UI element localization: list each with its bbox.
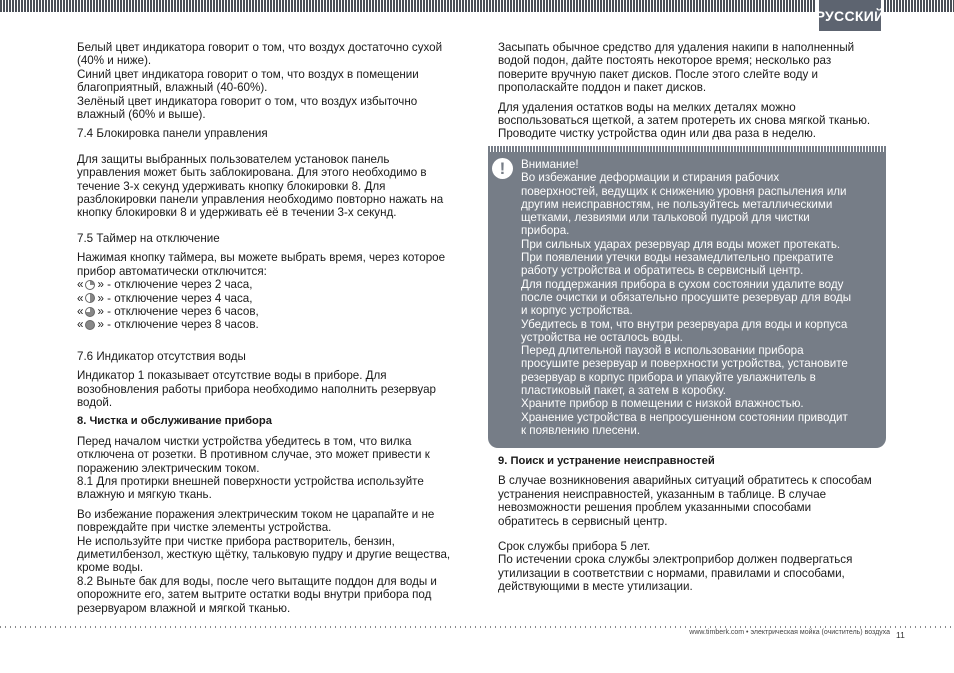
- cleaning-paragraph-1: Перед началом чистки устройства убедитесь в том, что вилка отключена от розетки. В противном случае, это может привести к поражению электрическим током.: [77, 434, 430, 475]
- timer-item-6h: « » - отключение через 6 часов,: [77, 304, 259, 318]
- cleaning-paragraph-2: 8.1 Для протирки внешней поверхности устройства используйте влажную и мягкую ткань.: [77, 474, 424, 502]
- timer-section-text: Нажимая кнопку таймера, вы можете выбрать время, через которое прибор автоматически отключится:: [77, 251, 446, 278]
- warning-box-pattern: [488, 146, 886, 152]
- warning-box: [488, 146, 886, 448]
- timer-6h-icon: [85, 307, 95, 317]
- footer-divider: [0, 626, 954, 628]
- disposal-text: По истечении срока службы электроприбор должен подвергаться утилизации в соответствии с нормами, правилами и способами, действующими в месте утилизации.: [498, 553, 853, 594]
- right-column: [498, 41, 890, 141]
- timer-4h-icon: [85, 293, 95, 303]
- exclamation-icon: !: [492, 158, 513, 179]
- timer-item-2h: « » - отключение через 2 часа,: [77, 278, 253, 292]
- timer-item-4h: « » - отключение через 4 часа,: [77, 291, 253, 305]
- timer-2h-icon: [85, 280, 95, 290]
- cleaning-heading: 8. Чистка и обслуживание прибора: [77, 415, 272, 428]
- lock-section-title: 7.4 Блокировка панели управления: [77, 127, 268, 141]
- right-column-lower: [498, 455, 890, 594]
- descaling-text: Засыпать обычное средство для удаления накипи в наполненный водой подон, дайте постоять некоторое время; несколько раз поверите вручную пакет дисков. После этого слейте воду и прополаскайте поддон и пакет дисков.: [498, 41, 855, 95]
- header-pattern-right: [884, 0, 954, 12]
- timer-8h-icon: [85, 320, 95, 330]
- indicator-green-text: Зелёный цвет индикатора говорит о том, что воздух избыточно влажный (60% и выше).: [77, 94, 418, 122]
- lock-section-text: Для защиты выбранных пользователем установок панель управления может быть заблокирована. Для этого необходимо в течение 3-х секунд удерживать кнопку блокировки 8. Для разблокировки панели управления необходимо повторно нажать на кнопку блокировки 8 и удерживать её в течении 3-х секунд.: [77, 152, 444, 220]
- indicator-blue-text: Синий цвет индикатора говорит о том, что воздух в помещении благоприятный, влажный (40-60%).: [77, 67, 419, 95]
- timer-item-8h: « » - отключение через 8 часов.: [77, 318, 259, 332]
- cleaning-paragraph-5: 8.2 Выньте бак для воды, после чего вытащите поддон для воды и опорожните его, затем вытрите остатки воды внутри прибора под резервуаром влажной и мягкой тканью.: [77, 574, 437, 615]
- left-column: [77, 41, 472, 615]
- header-pattern-left: [0, 0, 815, 12]
- water-section-text: Индикатор 1 показывает отсутствие воды в приборе. Для возобновления работы прибора необходимо наполнить резервуар водой.: [77, 369, 436, 409]
- footer-text: www.timberk.com • электрическая мойка (очиститель) воздуха: [689, 629, 890, 636]
- language-tab: РУССКИЙ: [819, 0, 881, 31]
- indicator-white-text: Белый цвет индикатора говорит о том, что воздух достаточно сухой (40% и ниже).: [77, 41, 443, 68]
- warning-text: Внимание! Во избежание деформации и стирания рабочих поверхностей, ведущих к снижению уровня распыления или другим неисправностям, не пользуйтесь металлическими щетками, лезвиями или тальковой пудрой для чистки прибора. При сильных ударах резервуар для воды может протекать. При появлении утечки воды незамедлительно прекратите работу устройства и обратитесь в сервисный центр. Для поддержания прибора в сухом состоянии удалите воду после очистки и обязательно просушите резервуар для воды и корпус устройства. Убедитесь в том, что внутри резервуара для воды и корпуса устройства не осталось воды. Перед длительной паузой в использовании прибора просушите резервуар и поверхности устройства, установите резервуар в корпус прибора и упакуйте увлажнитель в пластиковый пакет, а затем в коробку. Храните прибор в помещении с низкой влажностью. Хранение устройства в непросушенном состоянии приводит к появлению плесени.: [521, 158, 852, 437]
- cleaning-paragraph-4: Не используйте при чистке прибора растворитель, бензин, диметилбензол, жесткую щётку, тальковую пудру и другие вещества, кроме воды.: [77, 534, 451, 575]
- troubleshooting-heading: 9. Поиск и устранение неисправностей: [498, 455, 715, 467]
- residual-water-text: Для удаления остатков воды на мелких деталях можно воспользоваться щеткой, а затем протереть их снова мягкой тканью. Проводите чистку устройства один или два раза в неделю.: [498, 100, 871, 141]
- troubleshooting-text: В случае возникновения аварийных ситуаций обратитесь к способам устранения неисправностей, указанным в таблице. В случае невозможности решения проблем указанными способами обратитесь в сервисный центр.: [498, 474, 872, 528]
- timer-section-title: 7.5 Таймер на отключение: [77, 231, 220, 245]
- cleaning-paragraph-3: Во избежание поражения электрическим током не царапайте и не повреждайте при чистке элементы устройства.: [77, 507, 435, 535]
- water-section-title: 7.6 Индикатор отсутствия воды: [77, 349, 246, 363]
- page-number: 11: [896, 630, 905, 640]
- service-life-text: Срок службы прибора 5 лет.: [498, 540, 651, 554]
